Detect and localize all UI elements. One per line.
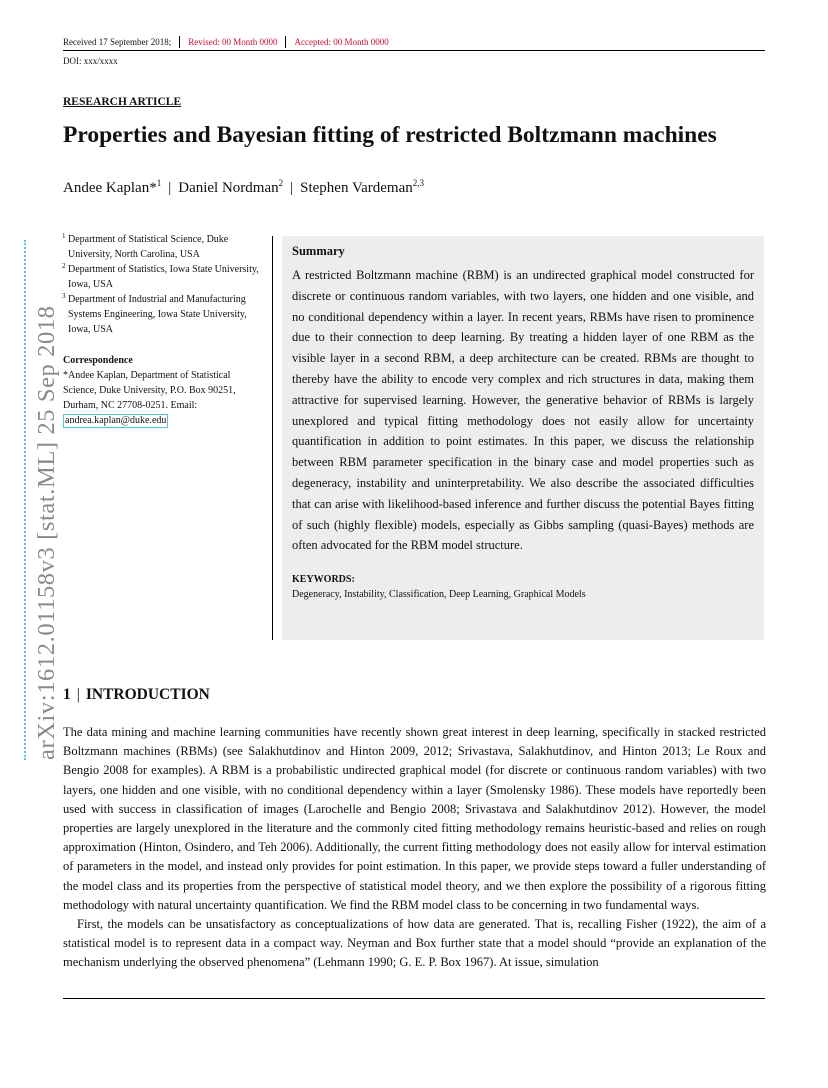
affiliation-text: Department of Statistical Science, Duke University, North Carolina, USA — [68, 234, 229, 260]
author-name: Stephen Vardeman — [300, 180, 413, 196]
paper-title: Properties and Bayesian fitting of restricted Boltzmann machines — [63, 122, 717, 148]
column-divider — [272, 236, 273, 640]
affiliation-number: 1 — [62, 232, 66, 240]
email-link[interactable]: andrea.kaplan@duke.edu — [65, 415, 167, 426]
affiliation — [63, 292, 263, 337]
author-separator: | — [290, 180, 294, 196]
section-separator: | — [76, 686, 80, 703]
correspondence-heading: Correspondence — [63, 355, 133, 366]
section-title: INTRODUCTION — [85, 686, 210, 703]
accepted-date: Accepted: 00 Month 0000 — [285, 36, 396, 48]
journal-header — [63, 36, 765, 48]
paragraph: First, the models can be unsatisfactory as conceptualizations of how data are generated. That is, recalling Fisher (1922), the aim of a statistical model is to represent data in a compact way. Neyman and Box further state that a model should “provide an explanation of the mechanism underlying the observed phenomena” (Lehmann 1990; G. E. P. Box 1967). At issue, simulation — [63, 917, 766, 970]
author-name: Andee Kaplan* — [63, 180, 157, 196]
affiliation — [63, 232, 263, 262]
author-list — [63, 178, 424, 197]
introduction-body — [63, 723, 766, 973]
header-rule — [63, 50, 765, 51]
author-affil-mark: 1 — [156, 178, 162, 188]
affiliation-text: Department of Industrial and Manufacturing Systems Engineering, Iowa State University, Iowa, USA — [68, 294, 247, 335]
correspondence-text — [63, 368, 263, 428]
author-separator: | — [168, 180, 172, 196]
arxiv-stamp-text: arXiv:1612.01158v3 [stat.ML] 25 Sep 2018 — [24, 240, 64, 760]
footer-rule — [63, 998, 765, 999]
affiliation-number: 2 — [62, 262, 66, 270]
section-heading — [63, 686, 210, 704]
affiliation-number: 3 — [62, 292, 66, 300]
correspondence-address: *Andee Kaplan, Department of Statistical Science, Duke University, P.O. Box 90251, Durham, NC 27708-0251. Email: — [63, 370, 236, 411]
paragraph: The data mining and machine learning communities have recently shown great interest in deep learning, specifically in stacked restricted Boltzmann machines (RBMs) (see Salakhutdinov and Hinton 2009, 2012; Srivastava, Salakhutdinov, and Hinton 2013; Le Roux and Bengio 2008 for examples). A RBM is a probabilistic undirected graphical model (for discrete or continuous random variables) with two layers, one hidden and one visible, with no conditional dependency within a layer (Smolensky 1986). These models have reportedly been used with success in classification of images (Larochelle and Bengio 2008; Srivastava and Salakhutdinov 2012). However, the model properties are largely unexplored in the literature and the commonly cited fitting methodology remains heuristic-based and relies on rough approximation (Hinton, Osindero, and Teh 2006). Additionally, the current fitting methodology does not easily allow for interval estimation of parameters in the model, and instead only provides for point estimation. In this paper, we provide steps toward a fuller understanding of the model class and its properties from the perspective of statistical model theory, and we then explore the possibility of a rigorous fitting methodology with natural uncertainty quantification. We find the RBM model class to be concerning in two fundamental ways. — [63, 725, 766, 912]
keywords-heading: KEYWORDS: — [292, 574, 355, 586]
summary-text: A restricted Boltzmann machine (RBM) is an undirected graphical model constructed for discrete or continuous random variables, with two layers, one hidden and one visible, and no conditional dependency within a layer. In recent years, RBMs have risen to prominence due to their connection to deep learning. By treating a hidden layer of one RBM as the visible layer in a second RBM, a deep architecture can be created. RBMs are thought to thereby have the ability to encode very complex and rich structures in data, making them attractive for supervised learning. However, the generative behavior of RBMs is largely unexplored and typical fitting methodology does not easily allow for uncertainty quantification in addition to point estimates. In this paper, we discuss the relationship between RBM parameter specification in the binary case and model properties such as degeneracy, instability and uninterpretability. We also describe the associated difficulties that can arise with likelihood-based inference and further discuss the potential Bayes fitting of such (highly flexible) models, especially as Gibbs sampling (quasi-Bayes) methods are often advocated for the RBM model structure. — [292, 268, 754, 553]
section-number: 1 — [63, 686, 71, 703]
summary-box — [282, 236, 764, 640]
received-date: Received 17 September 2018; — [63, 37, 172, 47]
doi: DOI: xxx/xxxx — [63, 56, 118, 66]
author-affil-mark: 2,3 — [412, 178, 425, 188]
affiliations-column — [63, 232, 263, 428]
keywords-list: Degeneracy, Instability, Classification, Deep Learning, Graphical Models — [292, 589, 586, 601]
affiliation — [63, 262, 263, 292]
author-affil-mark: 2 — [278, 178, 284, 188]
affiliation-text: Department of Statistics, Iowa State University, Iowa, USA — [68, 264, 259, 290]
summary-heading: Summary — [292, 244, 345, 258]
revised-date: Revised: 00 Month 0000 — [179, 36, 285, 48]
author-name: Daniel Nordman — [178, 180, 279, 196]
arxiv-stamp — [24, 240, 64, 760]
article-type: RESEARCH ARTICLE — [63, 96, 182, 108]
